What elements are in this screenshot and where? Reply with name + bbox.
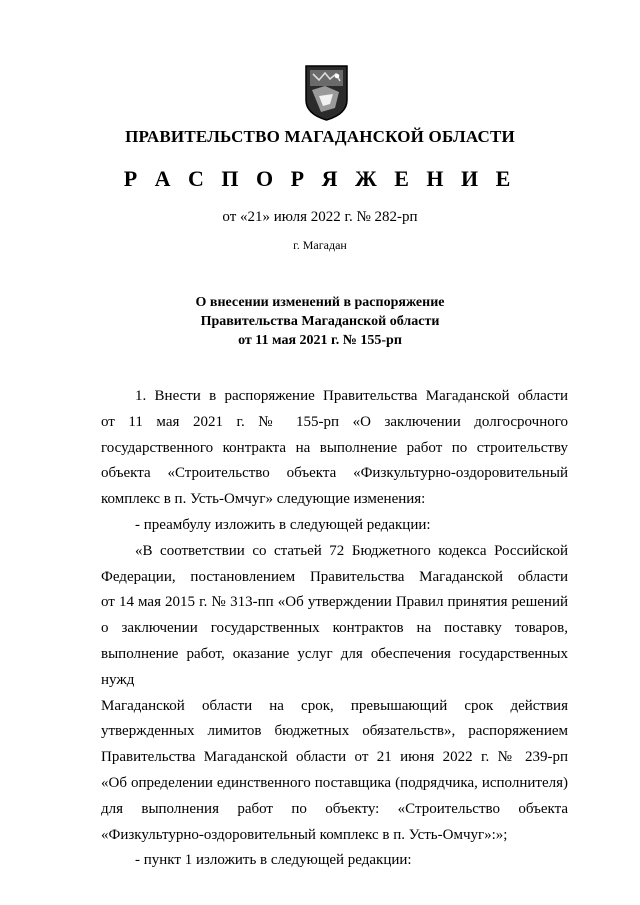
text-line: «Физкультурно-оздоровительный комплекс в п. Усть-Омчуг»:»; bbox=[101, 826, 508, 843]
text-line: «В соответствии со статьей 72 Бюджетного кодекса Российской bbox=[135, 542, 568, 559]
text-line: комплекс в п. Усть-Омчуг» следующие изменения: bbox=[101, 491, 426, 508]
text-line: Федерации, постановлением Правительства Магаданской области bbox=[101, 568, 568, 585]
text-line: - пункт 1 изложить в следующей редакции: bbox=[135, 852, 412, 869]
paragraph-preamble-instruction bbox=[101, 513, 568, 539]
document-subject bbox=[0, 293, 640, 350]
document-body bbox=[101, 384, 568, 874]
document-type-title: Р А С П О Р Я Ж Е Н И Е bbox=[123, 166, 517, 191]
text-line: о заключении государственных контрактов на поставку товаров, bbox=[101, 620, 568, 637]
text-line: выполнение работ, оказание услуг для обеспечения государственных нужд bbox=[101, 645, 568, 688]
text-line: от 11 мая 2021 г. № 155-рп «О заключении долгосрочного bbox=[101, 413, 568, 430]
subject-line: Правительства Магаданской области bbox=[200, 314, 440, 329]
text-line: - преамбулу изложить в следующей редакции: bbox=[135, 516, 431, 533]
document-date-number: от «21» июля 2022 г. № 282-рп bbox=[222, 209, 418, 225]
text-line: от 14 мая 2015 г. № 313-пп «Об утверждении Правил принятия решений bbox=[101, 594, 568, 611]
text-line: государственного контракта на выполнение работ по строительству bbox=[101, 439, 568, 456]
text-line: утвержденных лимитов бюджетных обязательств», распоряжением bbox=[101, 723, 568, 740]
paragraph-item-1 bbox=[101, 384, 568, 513]
text-line: Правительства Магаданской области от 21 июня 2022 г. № 239-рп bbox=[101, 749, 568, 766]
text-line: 1. Внести в распоряжение Правительства Магаданской области bbox=[135, 388, 568, 404]
text-line: для выполнения работ по объекту: «Строительство объекта bbox=[101, 800, 568, 817]
magadan-coat-of-arms-icon bbox=[303, 64, 350, 122]
subject-line: от 11 мая 2021 г. № 155-рп bbox=[238, 333, 402, 348]
text-line: «Об определении единственного поставщика (подрядчика, исполнителя) bbox=[101, 774, 568, 791]
paragraph-preamble-text bbox=[101, 539, 568, 849]
document-city: г. Магадан bbox=[293, 238, 347, 252]
text-line: объекта «Строительство объекта «Физкультурно-оздоровительный bbox=[101, 465, 568, 482]
subject-line: О внесении изменений в распоряжение bbox=[195, 295, 445, 310]
organization-name: ПРАВИТЕЛЬСТВО МАГАДАНСКОЙ ОБЛАСТИ bbox=[125, 127, 515, 146]
paragraph-point-1-instruction bbox=[101, 848, 568, 874]
text-line: Магаданской области на срок, превышающий срок действия bbox=[101, 697, 568, 714]
